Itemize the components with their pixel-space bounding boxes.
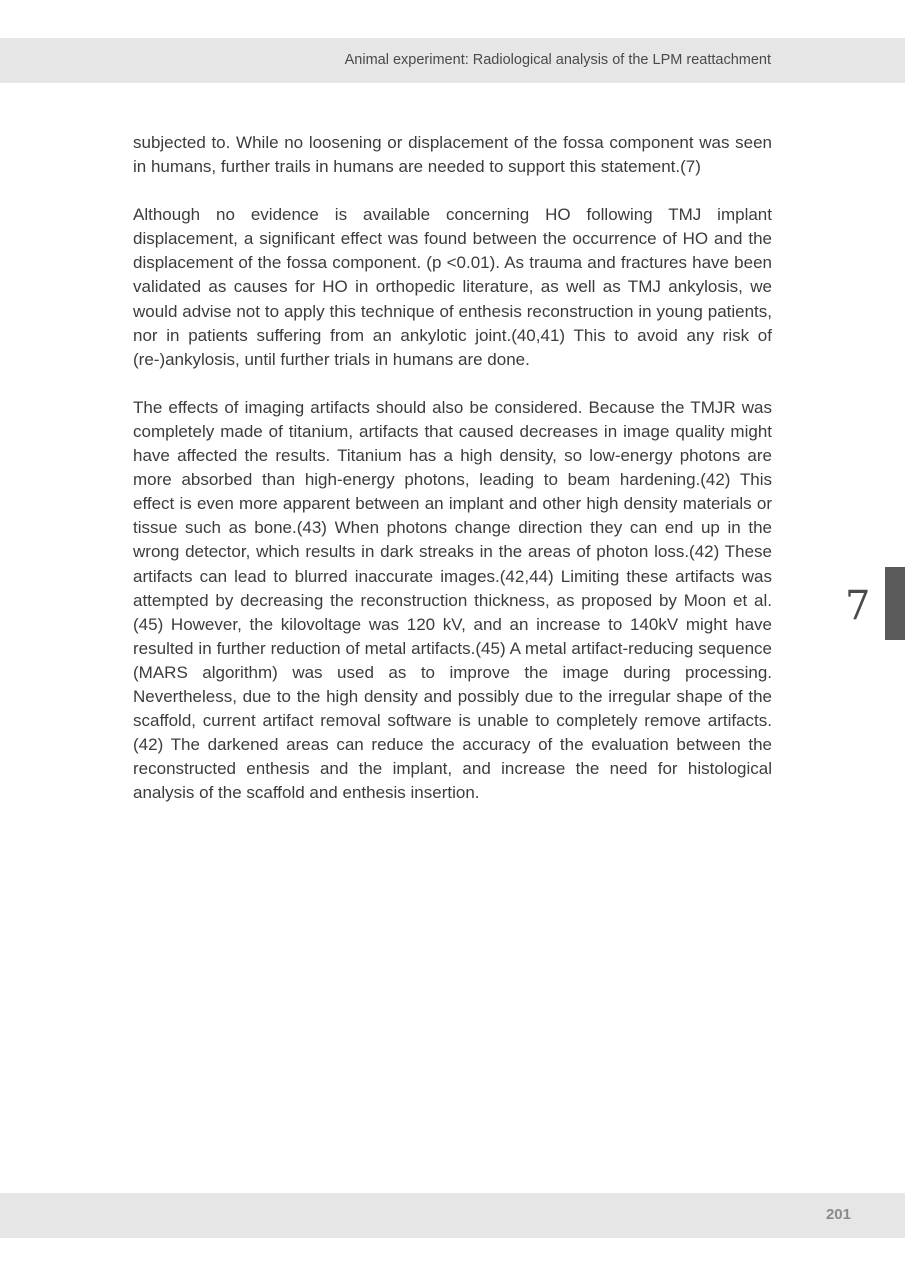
page-number: 201	[825, 1206, 851, 1223]
chapter-number: 7	[845, 583, 871, 629]
chapter-tab-marker	[885, 567, 905, 640]
page-footer	[0, 1193, 905, 1238]
running-header	[0, 38, 905, 83]
paragraph: The effects of imaging artifacts should also be considered. Because the TMJR was completely made of titanium, artifacts that caused decreases in image quality might have affected the results. Titanium has a high density, so low-energy photons are more absorbed than high-energy photons, leading to beam hardening.(42) This effect is even more apparent between an implant and other high density materials or tissue such as bone.(43) When photons change direction they can end up in the wrong detector, which results in dark streaks in the areas of photon loss.(42) These artifacts can lead to blurred inaccurate images.(42,44) Limiting these artifacts was attempted by decreasing the reconstruction thickness, as proposed by Moon et al.(45) However, the kilovoltage was 120 kV, and an increase to 140kV might have resulted in further reduction of metal artifacts.(45) A metal artifact-reducing sequence (MARS algorithm) was used as to improve the image during processing. Nevertheless, due to the high density and possibly due to the irregular shape of the scaffold, current artifact removal software is unable to completely remove artifacts.(42) The darkened areas can reduce the accuracy of the evaluation between the reconstructed enthesis and the implant, and increase the need for histological analysis of the scaffold and enthesis insertion.	[133, 397, 772, 803]
body-text	[133, 131, 772, 829]
running-header-title: Animal experiment: Radiological analysis of the LPM reattachment	[344, 52, 771, 68]
paragraph: subjected to. While no loosening or displacement of the fossa component was seen in humans, further trails in humans are needed to support this statement.(7)	[133, 133, 772, 177]
paragraph: Although no evidence is available concerning HO following TMJ implant displacement, a significant effect was found between the occurrence of HO and the displacement of the fossa component. (p <0.01). As trauma and fractures have been validated as causes for HO in orthopedic literature, as well as TMJ ankylosis, we would advise not to apply this technique of enthesis reconstruction in young patients, nor in patients suffering from an ankylotic joint.(40,41) This to avoid any risk of (re-)ankylosis, until further trials in humans are done.	[133, 205, 772, 369]
